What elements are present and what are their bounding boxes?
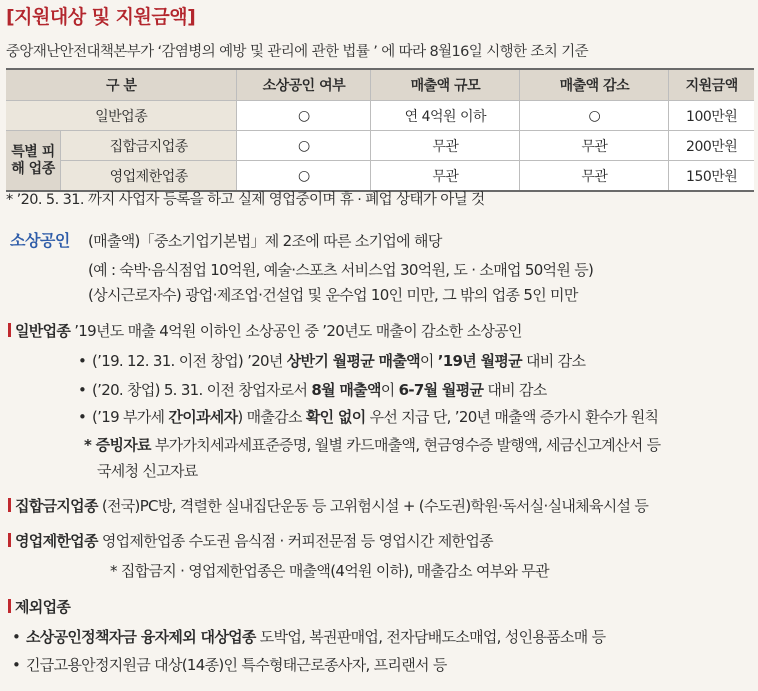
bullet-icon: • [78, 352, 87, 370]
table-cell: 무관 [520, 131, 669, 161]
table-row [6, 101, 754, 131]
evidence-note-line-2: 국세청 신고자료 [97, 462, 198, 480]
list-item: • (’19 부가세 간이과세자) 매출감소 확인 없이 우선 지급 단, ’20년 매출액 증가시 환수가 원칙 [78, 408, 659, 426]
small-biz-line-1: (매출액)「중소기업기본법」제 2조에 따른 소기업에 해당 [88, 232, 442, 250]
table-header: 구 분 [6, 69, 237, 101]
bullet-icon: • [78, 381, 87, 399]
table-header-row [6, 69, 754, 101]
table-cell: 영업제한업종 [61, 161, 237, 192]
table-row [6, 161, 754, 192]
general-text: ’19년도 매출 4억원 이하인 소상공인 중 ’20년도 매출이 감소한 소상공인 [70, 322, 522, 340]
table-cell: 연 4억원 이하 [371, 101, 520, 131]
list-item: • (’20. 창업) 5. 31. 이전 창업자로서 8월 매출액이 6-7월 월평균 대비 감소 [78, 381, 547, 399]
bullet-icon: • [12, 656, 21, 674]
accent-bar-icon [8, 533, 11, 547]
bullet-icon: • [12, 628, 21, 646]
table-header: 매출액 감소 [520, 69, 669, 101]
list-item: • 소상공인정책자금 융자제외 대상업종 도박업, 복권판매업, 전자담배도소매업, 성인용품소매 등 [12, 628, 606, 646]
excluded-section [8, 596, 70, 617]
special-category-label: 특별 피해 업종 [6, 131, 61, 192]
gather-text: (전국)PC방, 격렬한 실내집단운동 등 고위험시설 + (수도권)학원·독서실·실내체육시설 등 [97, 497, 649, 515]
limit-text: 영업제한업종 수도권 음식점 · 커피전문점 등 영업시간 제한업종 [97, 532, 493, 550]
table-header: 소상공인 여부 [237, 69, 371, 101]
table-cell: 100만원 [669, 101, 754, 131]
small-biz-line-3: (상시근로자수) 광업·제조업·건설업 및 운수업 10인 미만, 그 밖의 업종 5인 미만 [88, 286, 578, 304]
excluded-heading: 제외업종 [15, 598, 71, 616]
table-cell: 150만원 [669, 161, 754, 192]
bullet-icon: • [78, 408, 87, 426]
table-header: 매출액 규모 [371, 69, 520, 101]
small-biz-line-2: (예 : 숙박·음식점업 10억원, 예술·스포츠 서비스업 30억원, 도 · 소매업 50억원 등) [88, 261, 594, 279]
table-cell: 무관 [520, 161, 669, 192]
eligibility-note: * ’20. 5. 31. 까지 사업자 등록을 하고 실제 영업중이며 휴 · 폐업 상태가 아닐 것 [6, 192, 485, 208]
table-cell: 집합금지업종 [61, 131, 237, 161]
table-row [6, 131, 754, 161]
table-cell: ○ [237, 131, 371, 161]
general-section [8, 320, 522, 341]
table-header: 지원금액 [669, 69, 754, 101]
gather-heading: 집합금지업종 [15, 497, 98, 515]
accent-bar-icon [8, 323, 11, 337]
limit-note: * 집합금지 · 영업제한업종은 매출액(4억원 이하), 매출감소 여부와 무관 [110, 562, 549, 580]
list-item: • 긴급고용안정지원금 대상(14종)인 특수형태근로종사자, 프리랜서 등 [12, 656, 447, 674]
list-item: • (’19. 12. 31. 이전 창업) ’20년 상반기 월평균 매출액이 ’19년 월평균 대비 감소 [78, 352, 586, 370]
table-cell: ○ [520, 101, 669, 131]
table-cell: 무관 [371, 161, 520, 192]
evidence-note: * 증빙자료 부가가치세과세표준증명, 월별 카드매출액, 현금영수증 발행액, 세금신고계산서 등 [84, 436, 661, 454]
limit-heading: 영업제한업종 [15, 532, 98, 550]
accent-bar-icon [8, 498, 11, 512]
table-cell: 일반업종 [6, 101, 237, 131]
table-cell: 200만원 [669, 131, 754, 161]
subtitle: 중앙재난안전대책본부가 ‘감염병의 예방 및 관리에 관한 법률 ’ 에 따라 8월16일 시행한 조치 기준 [6, 44, 589, 60]
accent-bar-icon [8, 599, 11, 613]
gather-section [8, 495, 648, 516]
page-title: [지원대상 및 지원금액] [6, 6, 196, 28]
table-cell: ○ [237, 101, 371, 131]
table-cell: 무관 [371, 131, 520, 161]
small-biz-heading: 소상공인 [10, 231, 70, 250]
limit-section [8, 530, 493, 551]
support-table [6, 68, 754, 192]
general-heading: 일반업종 [15, 322, 71, 340]
table-cell: ○ [237, 161, 371, 192]
